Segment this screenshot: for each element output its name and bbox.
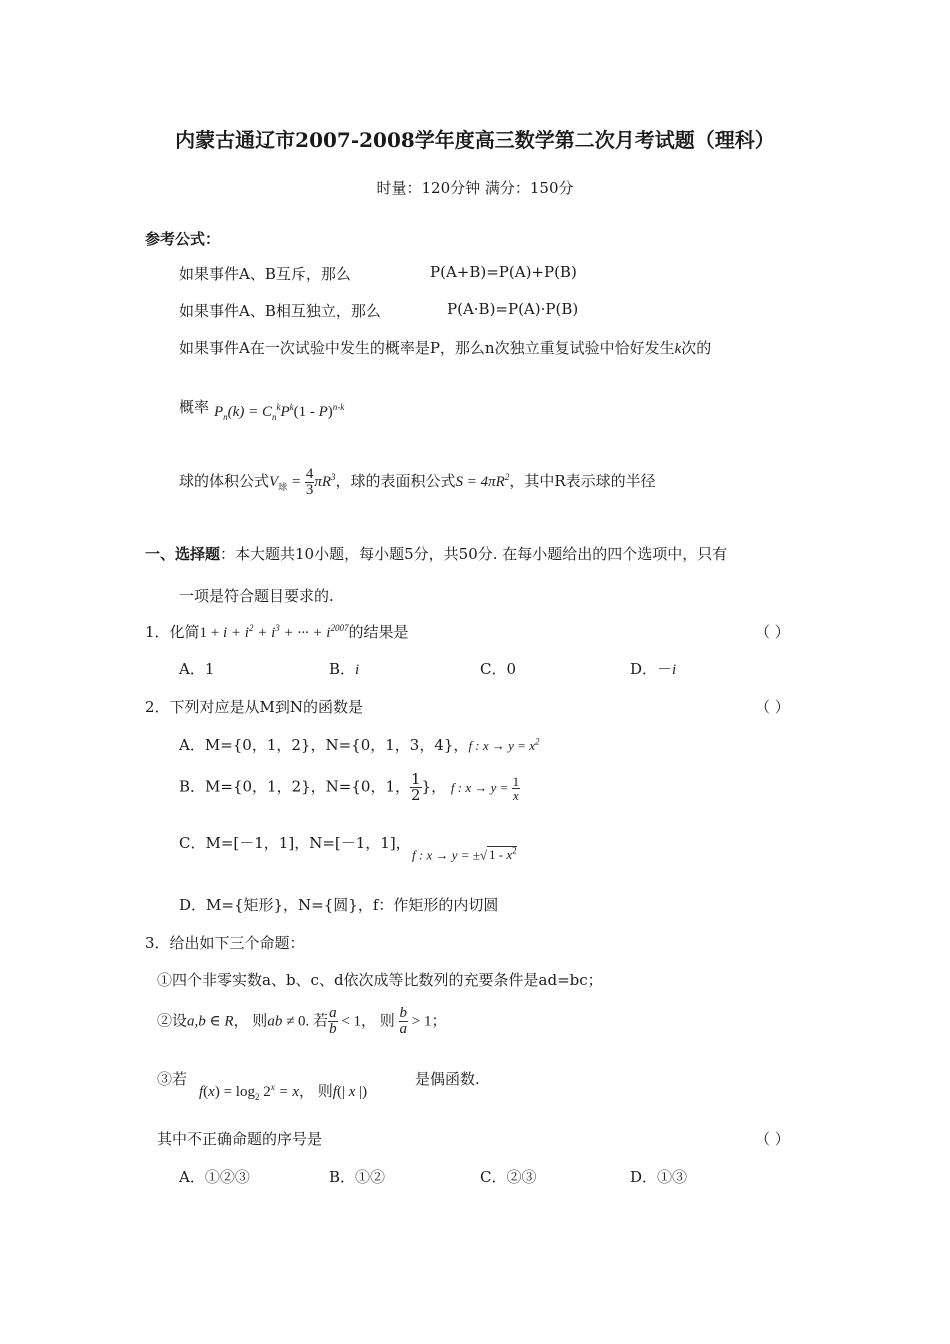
q1-option-b: B．i xyxy=(329,660,360,678)
q3-answer-bracket: （ ） xyxy=(755,1130,790,1148)
section-1-intro: 一、选择题：本大题共10小题，每小题5分，共50分. 在每小题给出的四个选项中，只有 xyxy=(145,545,728,563)
formula-2-equation: P(A·B)=P(A)·P(B) xyxy=(447,300,579,318)
formula-3-text: 如果事件A在一次试验中发生的概率是P，那么n次独立重复试验中恰好发生k次的 xyxy=(179,339,712,357)
q2-option-d: D．M={矩形}，N={圆}，f：作矩形的内切圆 xyxy=(179,896,499,914)
question-3: 3．给出如下三个命题： xyxy=(145,934,305,952)
q2-option-c-mapping: f : x → y = ±√ $1 - x^2$ xyxy=(412,846,517,863)
question-1: 1．化简$1 + i + i^2 + i^3$ + ··· + $i^{2007}$的结果是 xyxy=(145,623,409,641)
q3-option-d: D．①③ xyxy=(630,1168,688,1186)
q3-option-a: A．①②③ xyxy=(179,1168,250,1186)
formulas-heading: 参考公式： xyxy=(145,230,221,248)
q3-proposition-1: ①四个非零实数a、b、c、d依次成等比数列的充要条件是ad=bc； xyxy=(157,971,603,989)
q3-proposition-2: ②设a,b ∈ R， 则ab ≠ 0. 若 $\frac{a}{b}$ < 1， 则 $\frac{b}{a}$ > 1； xyxy=(157,1005,447,1037)
q2-option-b: B．M={0，1，2}，N={0，1， $\frac{1}{2}$ }， f : x → y = $\frac{1}{x}$ xyxy=(179,770,520,804)
sphere-formulas: 球的体积公式$V_球$ = $\frac{4}{3}$ $\pi R^3$，球的表面积公式$S = 4\pi R^2$，其中R表示球的半径 xyxy=(179,466,656,498)
exam-subtitle: 时量：120分钟 满分：150分 xyxy=(376,179,574,197)
q3-option-b: B．①② xyxy=(329,1168,386,1186)
binomial-probability-label: 概率 xyxy=(179,398,210,416)
q3-proposition-3-tail: 是偶函数. xyxy=(415,1070,480,1088)
exam-title: 内蒙古通辽市2007-2008学年度高三数学第二次月考试题（理科） xyxy=(175,128,775,152)
q3-proposition-3: ③若 xyxy=(157,1070,188,1088)
sphere-area-formula: $S = 4\pi R^2$ xyxy=(455,471,510,490)
q1-option-a: A．1 xyxy=(179,660,215,678)
binomial-formula: $P_n(k) = C_n^kP^k(1 - P)^{n-k}$ xyxy=(214,402,345,422)
formula-1-equation: P(A+B)=P(A)+P(B) xyxy=(430,263,577,281)
sphere-volume-formula: $V_球$ = $\frac{4}{3}$ $\pi R^3$ xyxy=(269,466,336,498)
q2-answer-bracket: （ ） xyxy=(755,698,790,716)
q3-ask: 其中不正确命题的序号是 xyxy=(157,1130,323,1148)
q1-expression: $1 + i + i^2 + i^3$ + ··· + $i^{2007}$ xyxy=(199,623,349,641)
question-2: 2．下列对应是从M到N的函数是 xyxy=(145,698,364,716)
q1-option-c: C．0 xyxy=(480,660,517,678)
formula-1-text: 如果事件A、B互斥，那么 xyxy=(179,265,351,283)
section-1-intro-cont: 一项是符合题目要求的. xyxy=(179,587,334,605)
q1-answer-bracket: （ ） xyxy=(755,623,790,641)
q3-option-c: C．②③ xyxy=(480,1168,537,1186)
q1-option-d: D．－i xyxy=(630,660,677,678)
formula-2-text: 如果事件A、B相互独立，那么 xyxy=(179,302,381,320)
q2-option-a: A．M={0，1，2}，N={0，1，3，4}，f : $x \to y = x^2$ xyxy=(179,736,540,754)
q3-proposition-3-formula: $f(x) = \log_2 2^x = x$， 则f(| x |) xyxy=(199,1082,368,1102)
q2-option-c: C．M=[－1，1]，N=[－1，1]， xyxy=(179,834,411,852)
